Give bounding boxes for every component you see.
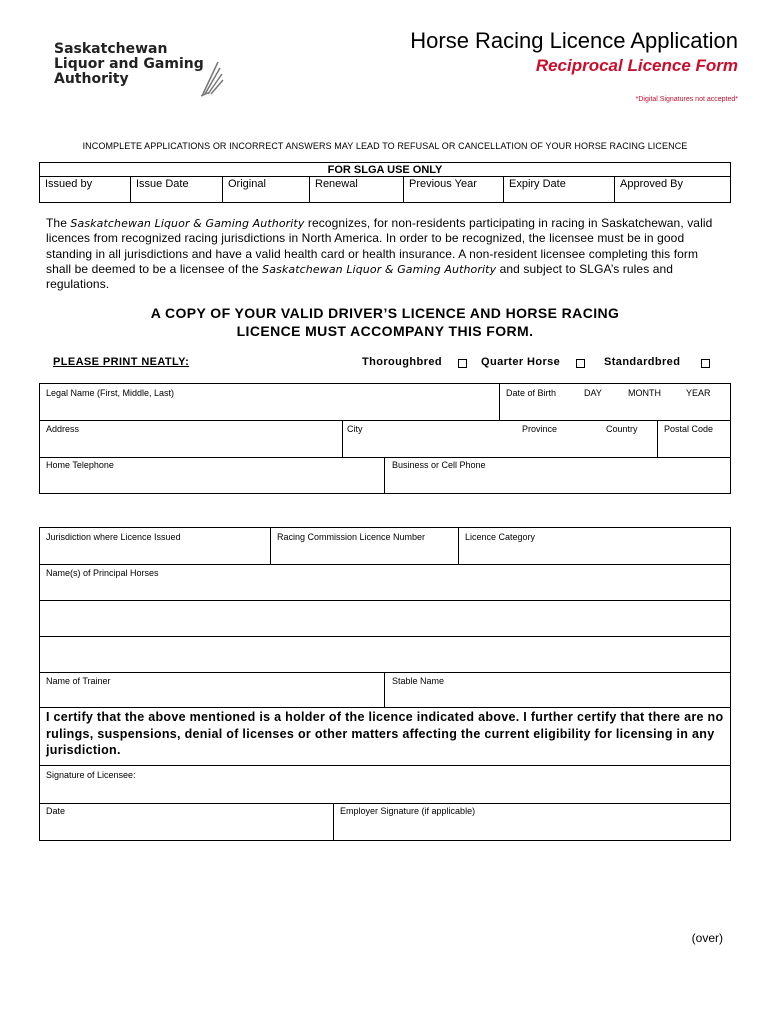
- intro-text-2: recognizes, for non-residents participating in racing in Saskatchewan, valid licences from recognized racing jurisdictions in North America. In order to be recognized, the licensee must be in good standing in all jurisdictions and have a valid health card or health insurance. A non-resident licensee completing this form shall be deemed to be a licensee of the: [46, 216, 713, 276]
- wheat-leaf-icon: [198, 58, 224, 98]
- slga-issued-by[interactable]: Issued by: [40, 177, 131, 202]
- intro-text-1: The: [46, 216, 71, 230]
- dob-day-label: DAY: [584, 388, 602, 398]
- principal-horses-field[interactable]: Name(s) of Principal Horses: [46, 568, 159, 578]
- copy-notice-line-1: A COPY OF YOUR VALID DRIVER’S LICENCE AND HORSE RACING: [150, 305, 620, 321]
- slga-previous-year[interactable]: Previous Year: [404, 177, 504, 202]
- digital-signature-note: *Digital Signatures not accepted*: [635, 96, 738, 103]
- slga-approved-by[interactable]: Approved By: [620, 178, 683, 190]
- certification-statement: I certify that the above mentioned is a holder of the licence indicated above. I further certify that there are no rulings, suspensions, denial of licenses or other matters affecting the current eligibility for licensing in any jurisdiction.: [46, 710, 724, 757]
- thoroughbred-label: Thoroughbred: [362, 356, 442, 368]
- logo-line-3: Authority: [54, 71, 129, 87]
- thoroughbred-checkbox[interactable]: [458, 359, 467, 368]
- jurisdiction-field[interactable]: Jurisdiction where Licence Issued: [46, 532, 181, 542]
- stable-name-field[interactable]: Stable Name: [392, 676, 445, 686]
- licence-category-field[interactable]: Licence Category: [465, 532, 536, 542]
- standardbred-label: Standardbred: [604, 356, 681, 368]
- personal-info-section: [39, 383, 731, 494]
- slga-table-row: [40, 176, 730, 202]
- intro-paragraph: [46, 216, 726, 292]
- standardbred-checkbox[interactable]: [701, 359, 710, 368]
- dob-year-label: YEAR: [686, 388, 711, 398]
- logo-line-2: Liquor and Gaming: [54, 56, 204, 72]
- employer-signature-field[interactable]: Employer Signature (if applicable): [340, 806, 476, 816]
- slga-logo: [54, 42, 234, 102]
- form-subtitle: Reciprocal Licence Form: [535, 56, 738, 75]
- slga-table-heading: FOR SLGA USE ONLY: [327, 164, 443, 176]
- slga-expiry-date[interactable]: Expiry Date: [504, 177, 615, 202]
- postal-code-field[interactable]: Postal Code: [664, 424, 714, 434]
- intro-org-name-2: Saskatchewan Liquor & Gaming Authority: [262, 262, 497, 276]
- country-field[interactable]: Country: [606, 424, 638, 434]
- trainer-name-field[interactable]: Name of Trainer: [46, 676, 111, 686]
- over-indicator: (over): [691, 931, 723, 945]
- form-title: Horse Racing Licence Application: [410, 28, 738, 53]
- province-field[interactable]: Province: [522, 424, 558, 434]
- dob-month-label: MONTH: [628, 388, 661, 398]
- business-phone-field[interactable]: Business or Cell Phone: [392, 460, 486, 470]
- quarter-horse-label: Quarter Horse: [481, 356, 561, 368]
- address-field[interactable]: Address: [46, 424, 80, 434]
- print-neatly-label: PLEASE PRINT NEATLY:: [53, 356, 190, 368]
- home-telephone-field[interactable]: Home Telephone: [46, 460, 114, 470]
- copy-notice-line-2: LICENCE MUST ACCOMPANY THIS FORM.: [236, 323, 534, 339]
- logo-line-1: Saskatchewan: [54, 41, 168, 57]
- licence-info-section: [39, 527, 731, 708]
- commission-licence-number-field[interactable]: Racing Commission Licence Number: [277, 532, 426, 542]
- slga-original[interactable]: Original: [223, 177, 310, 202]
- slga-use-only-table: [39, 162, 731, 203]
- licensee-signature-field[interactable]: Signature of Licensee:: [46, 770, 136, 780]
- intro-org-name-1: Saskatchewan Liquor & Gaming Authority: [70, 217, 305, 230]
- city-field[interactable]: City: [347, 424, 363, 434]
- slga-renewal[interactable]: Renewal: [310, 177, 404, 202]
- legal-name-field[interactable]: Legal Name (First, Middle, Last): [46, 388, 175, 398]
- intro-text-3: and subject to SLGA’s rules and regulations.: [46, 261, 674, 292]
- warning-notice: INCOMPLETE APPLICATIONS OR INCORRECT ANSWERS MAY LEAD TO REFUSAL OR CANCELLATION OF YOUR HORSE RACING LICENCE: [82, 141, 688, 151]
- quarter-horse-checkbox[interactable]: [576, 359, 585, 368]
- copy-notice: [0, 304, 770, 340]
- date-of-birth-field[interactable]: Date of Birth: [506, 388, 557, 398]
- date-field[interactable]: Date: [46, 806, 66, 816]
- slga-issue-date[interactable]: Issue Date: [131, 177, 223, 202]
